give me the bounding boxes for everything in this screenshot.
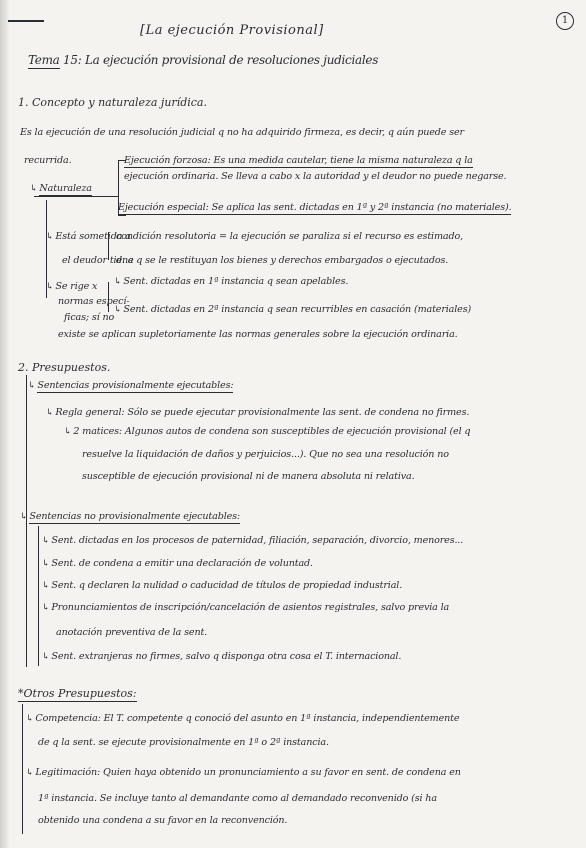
- text-line: ↳ Regla general: Sólo se puede ejecutar provisionalmente las sent. de condena no firmes.: [46, 407, 470, 418]
- page-title: [La ejecución Provisional]: [140, 23, 324, 38]
- text-line: obtenido una condena a su favor en la reconvención.: [38, 815, 288, 826]
- text-line: ↳ Sent. extranjeras no firmes, salvo q disponga otra cosa el T. internacional.: [42, 651, 402, 662]
- text-line: ↳ Se rige x: [46, 281, 98, 292]
- section-heading-otros: *Otros Presupuestos:: [18, 687, 137, 700]
- text-line: ↳ 2 matices: Algunos autos de condena son susceptibles de ejecución provisional (el q: [64, 426, 471, 437]
- text-line: ↳ Sent. q declaren la nulidad o caducidad de títulos de propiedad industrial.: [42, 580, 403, 591]
- text-line: ↳ Sent. dictadas en 2ª instancia q sean recurribles en casación (materiales): [114, 304, 472, 315]
- text-line: Ejecución forzosa: Es una medida cautelar, tiene la misma naturaleza q la: [124, 155, 473, 166]
- text-line: d. a q se le restituyan los bienes y derechos embargados o ejecutados.: [116, 255, 449, 266]
- text-line: ↳ Está sometida a: [46, 231, 131, 242]
- bracket-line: [34, 196, 118, 197]
- text-line: ↳ Sent. de condena a emitir una declaración de voluntad.: [42, 558, 313, 569]
- text-line: Ejecución especial: Se aplica las sent. dictadas en 1ª y 2ª instancia (no materiales).: [118, 202, 512, 213]
- text-line: recurrida.: [24, 155, 72, 166]
- section-heading-concepto: 1. Concepto y naturaleza jurídica.: [18, 96, 207, 109]
- text-line: el deudor tiene: [62, 255, 134, 266]
- bracket-line: [118, 215, 126, 216]
- text-line: Es la ejecución de una resolución judicial q no ha adquirido firmeza, es decir, q aún puede ser: [20, 127, 464, 138]
- page-number: 1: [561, 15, 569, 26]
- text-line: existe se aplican supletoriamente las normas generales sobre la ejecución ordinaria.: [58, 329, 458, 340]
- text-line: anotación preventiva de la sent.: [56, 627, 208, 638]
- text-line: ↳ Competencia: El T. competente q conoció del asunto en 1ª instancia, independientemente: [26, 713, 460, 724]
- subheading-ejecutables: ↳ Sentencias provisionalmente ejecutables:: [28, 380, 234, 391]
- text-line: normas especí-: [58, 296, 130, 307]
- tema-underline: [28, 68, 60, 69]
- text-line: de q la sent. se ejecute provisionalmente en 1ª o 2ª instancia.: [38, 737, 329, 748]
- subheading-no-ejecutables: ↳ Sentencias no provisionalmente ejecutables:: [20, 511, 240, 522]
- text-line: 1ª instancia. Se incluye tanto al demandante como al demandado reconvenido (si ha: [38, 793, 437, 804]
- text-line: ↳ Legitimación: Quien haya obtenido un pronunciamiento a su favor en sent. de condena en: [26, 767, 461, 778]
- text-line: condición resolutoria = la ejecución se paraliza si el recurso es estimado,: [116, 231, 463, 242]
- text-line: ejecución ordinaria. Se lleva a cabo x la autoridad y el deudor no puede negarse.: [124, 171, 507, 182]
- text-line: susceptible de ejecución provisional ni de manera absoluta ni relativa.: [82, 471, 415, 482]
- text-line: ↳ Pronunciamientos de inscripción/cancelación de asientos registrales, salvo previa la: [42, 602, 450, 613]
- text-line: resuelve la liquidación de daños y perjuicios...). Que no sea una resolución no: [82, 449, 449, 460]
- top-left-dash: [8, 20, 44, 22]
- section-heading-presupuestos: 2. Presupuestos.: [18, 361, 111, 374]
- naturaleza-label: ↳ Naturaleza: [30, 183, 92, 194]
- bracket-line: [22, 704, 23, 834]
- bracket-line: [38, 526, 39, 666]
- tema-heading: Tema 15: La ejecución provisional de resoluciones judiciales: [28, 53, 379, 67]
- text-line: ↳ Sent. dictadas en 1ª instancia q sean apelables.: [114, 276, 349, 287]
- page-number-circle: [556, 12, 574, 30]
- text-line: ↳ Sent. dictadas en los procesos de paternidad, filiación, separación, divorcio, menores...: [42, 535, 464, 546]
- text-line: ficas; sí no: [64, 312, 115, 323]
